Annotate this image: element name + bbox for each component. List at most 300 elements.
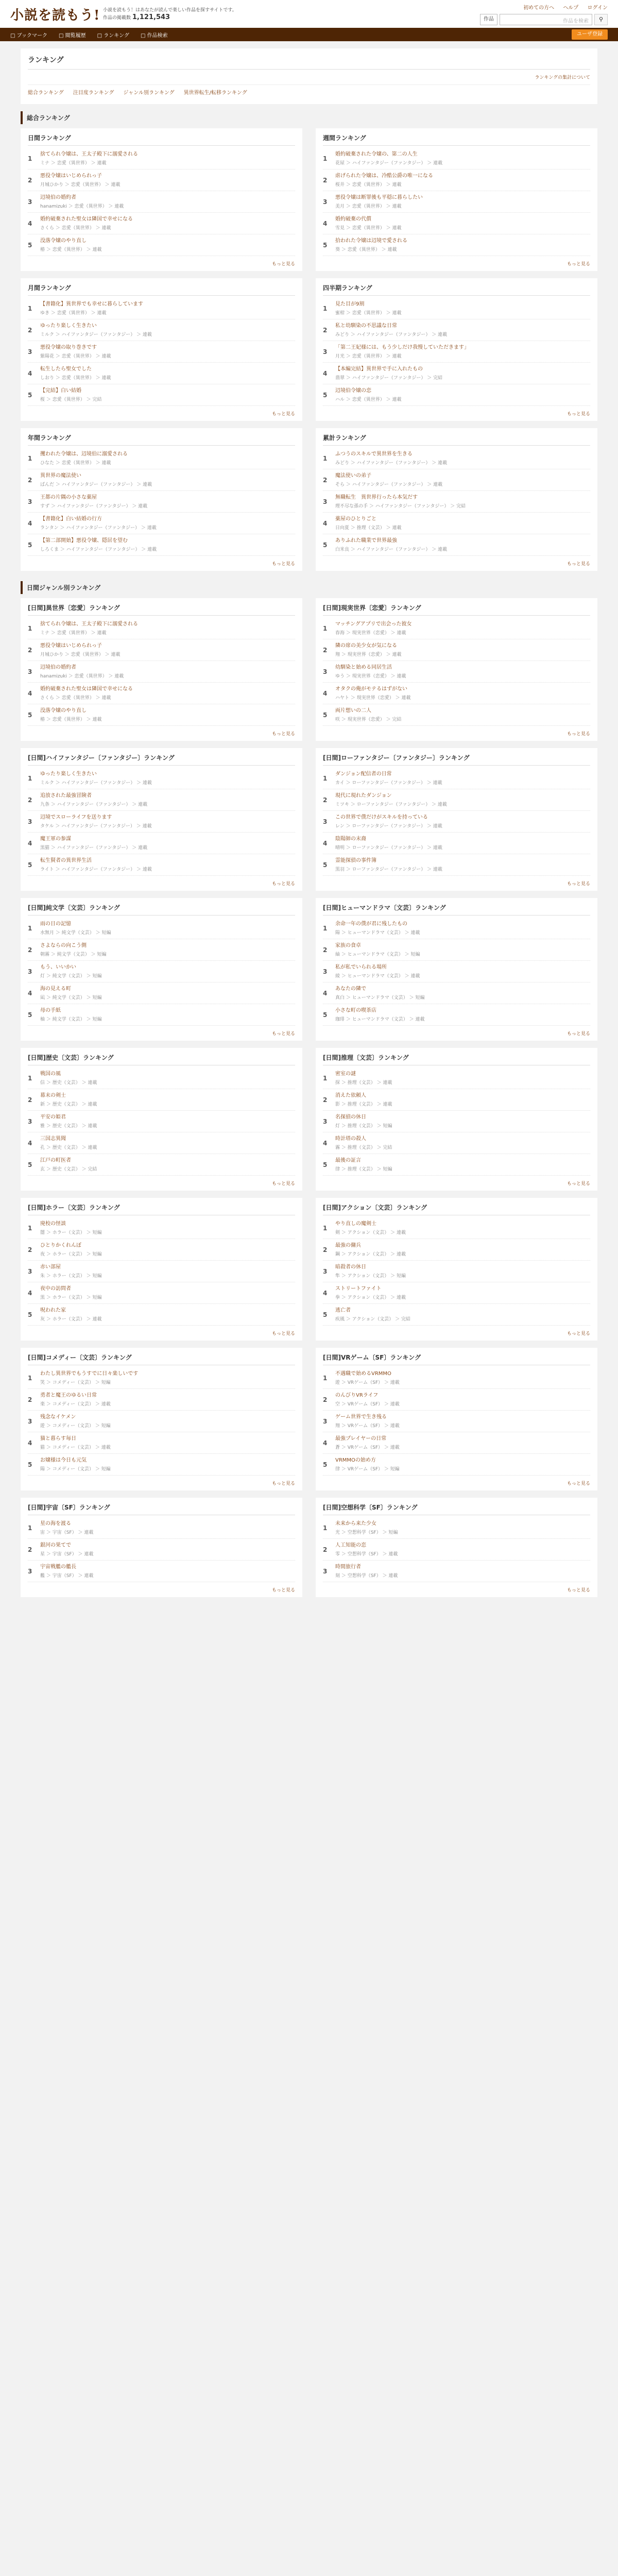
novel-title-link[interactable]: 悪役令嬢はいじめられっ子: [40, 643, 102, 649]
item-text: [40, 344, 295, 359]
novel-title-link[interactable]: ふつうのスキルで異世界を生きる: [335, 451, 413, 457]
rank-number: 2: [323, 646, 328, 654]
item-text: [40, 686, 295, 701]
novel-title-link[interactable]: マッチングアプリで出会った彼女: [335, 621, 412, 627]
novel-title-link[interactable]: 霊能探偵の事件簿: [335, 858, 376, 863]
list-item: [28, 811, 295, 833]
item-text: [40, 1092, 295, 1107]
novel-author-info: 黒 ＞ ホラー（文芸） ＞ 短編: [40, 1295, 102, 1300]
novel-title-link[interactable]: 転生したら聖女でした: [40, 366, 92, 372]
novel-title-link[interactable]: 最強プレイヤーの日常: [335, 1436, 387, 1442]
rank-number: 1: [323, 1374, 328, 1382]
novel-title-link[interactable]: ゆったり楽しく生きたい: [40, 323, 97, 329]
ranking-box: [21, 1048, 302, 1191]
ranking-box: [316, 1498, 597, 1597]
header-right: [480, 3, 608, 25]
nav-bookmark[interactable]: □ ブックマーク: [10, 32, 47, 39]
novel-author-info: 月光 ＞ 恋愛（異世界） ＞ 連載: [335, 354, 402, 359]
novel-title-link[interactable]: 最後の証言: [335, 1158, 361, 1163]
item-text: [335, 1307, 590, 1322]
item-text: [335, 238, 590, 252]
ranking-box: [316, 1198, 597, 1341]
list-item: [28, 319, 295, 341]
novel-author-info: 霧 ＞ 推理（文芸） ＞ 完結: [335, 1145, 392, 1150]
list-item: [323, 1067, 590, 1089]
novel-title-link[interactable]: この世界で僕だけがスキルを持っている: [335, 815, 428, 820]
novel-author-info: ミナ ＞ 恋愛（異世界） ＞ 連載: [40, 631, 107, 636]
novel-title-link[interactable]: 未来から来た少女: [335, 1521, 376, 1527]
rank-number: 1: [323, 155, 328, 162]
novel-title-link[interactable]: 雨の日の記憶: [40, 921, 71, 927]
novel-title-link[interactable]: 捨てられ令嬢は、王太子殿下に溺愛される: [40, 151, 138, 157]
item-text: [40, 792, 295, 807]
novel-title-link[interactable]: 辺境伯令嬢の恋: [335, 388, 371, 394]
list-item: [28, 363, 295, 384]
rank-number: 5: [28, 1461, 32, 1468]
novel-author-info: ミルク ＞ ハイファンタジー（ファンタジー） ＞ 連載: [40, 332, 152, 337]
novel-title-link[interactable]: 悪役令嬢はいじめられっ子: [40, 173, 102, 179]
list-item: [28, 213, 295, 234]
list-item: [28, 1411, 295, 1432]
more-link[interactable]: もっと見る: [271, 1181, 295, 1187]
novel-author-info: そら ＞ ハイファンタジー（ファンタジー） ＞ 連載: [335, 482, 443, 487]
ranking-box: [21, 278, 302, 421]
tab-overall[interactable]: 総合ランキング: [28, 90, 64, 96]
rank-number: 3: [28, 968, 32, 975]
global-nav: [0, 28, 618, 41]
novel-title-link[interactable]: 没落令嬢のやり直し: [40, 238, 87, 244]
ranking-box: [21, 1498, 302, 1597]
list-item: [323, 319, 590, 341]
list-item: [28, 534, 295, 556]
novel-title-link[interactable]: 【本編完結】異世界で手に入れたもの: [335, 366, 423, 372]
novel-title-link[interactable]: 両片想いの二人: [335, 708, 371, 714]
novel-title-link[interactable]: 魔王軍の参謀: [40, 836, 71, 842]
tab-genre[interactable]: ジャンル別ランキング: [123, 90, 175, 96]
rank-number: 2: [28, 326, 32, 334]
novel-title-link[interactable]: 幼馴染と始める同居生活: [335, 665, 392, 670]
list-item: [28, 234, 295, 256]
novel-title-link[interactable]: 虐げられた令嬢は、冷酷公爵の唯一になる: [335, 173, 433, 179]
novel-title-link[interactable]: 猫と暮らす毎日: [40, 1436, 76, 1442]
more-link[interactable]: もっと見る: [271, 1331, 295, 1336]
ranking-grid: [21, 128, 597, 578]
novel-title-link[interactable]: 悪役令嬢の取り巻きです: [40, 345, 97, 350]
list-item: [28, 639, 295, 661]
ranking-box-title: [日間]推理〔文芸〕ランキング: [323, 1053, 590, 1065]
novel-author-info: 黒羽 ＞ ローファンタジー（ファンタジー） ＞ 連載: [335, 867, 442, 872]
novel-title-link[interactable]: 【書籍化】白い結婚の行方: [40, 516, 102, 522]
item-text: [40, 1307, 295, 1322]
novel-title-link[interactable]: 婚約破棄の代償: [335, 216, 371, 222]
novel-title-link[interactable]: 攫われた令嬢は、辺境伯に溺愛される: [40, 451, 128, 457]
rank-number: 5: [28, 861, 32, 869]
more-link[interactable]: もっと見る: [566, 1481, 590, 1486]
novel-title-link[interactable]: 時間旅行者: [335, 1564, 361, 1570]
novel-title-link[interactable]: 勇者と魔王のゆるい日常: [40, 1393, 97, 1398]
ranking-box-title: [日間]コメディー〔文芸〕ランキング: [28, 1353, 295, 1365]
novel-author-info: 理不尽な孫の手 ＞ ハイファンタジー（ファンタジー） ＞ 完結: [335, 504, 466, 509]
list-item: [323, 491, 590, 513]
item-text: [40, 1242, 295, 1257]
rank-number: 5: [323, 861, 328, 869]
item-text: [335, 216, 590, 231]
list-item: [323, 191, 590, 213]
item-text: [40, 1157, 295, 1172]
list-item: [323, 534, 590, 556]
item-text: [40, 537, 295, 552]
item-text: [335, 1221, 590, 1235]
novel-author-info: 珈琲 ＞ ヒューマンドラマ（文芸） ＞ 連載: [335, 1017, 425, 1022]
novel-title-link[interactable]: のんびりVRライフ: [335, 1393, 379, 1398]
item-text: [40, 986, 295, 1001]
more-link[interactable]: もっと見る: [271, 1588, 295, 1593]
novel-title-link[interactable]: 名探偵の休日: [335, 1114, 366, 1120]
site-header: [0, 0, 618, 28]
rank-number: 2: [28, 946, 32, 954]
novel-title-link[interactable]: 辺境伯の婚約者: [40, 665, 76, 670]
novel-title-link[interactable]: 夜中の訪問者: [40, 1286, 71, 1292]
novel-author-info: 真白 ＞ ヒューマンドラマ（文芸） ＞ 短編: [335, 995, 425, 1001]
more-link[interactable]: もっと見る: [271, 262, 295, 267]
more-link[interactable]: もっと見る: [271, 1481, 295, 1486]
list-item: [323, 213, 590, 234]
ranking-box-title: [日間]歴史〔文芸〕ランキング: [28, 1053, 295, 1065]
novel-title-link[interactable]: 宇宙戦艦の艦長: [40, 1564, 76, 1570]
novel-author-info: 玄 ＞ 歴史（文芸） ＞ 完結: [40, 1167, 97, 1172]
more-link[interactable]: もっと見る: [271, 732, 295, 737]
rank-number: 1: [28, 1524, 32, 1532]
rank-number: 5: [28, 711, 32, 719]
novel-title-link[interactable]: 没落令嬢のやり直し: [40, 708, 87, 714]
rank-number: 4: [323, 689, 328, 697]
novel-author-info: 朝霧 ＞ 純文学（文芸） ＞ 短編: [40, 952, 107, 957]
novel-title-link[interactable]: 捨てられ令嬢は、王太子殿下に溺愛される: [40, 621, 138, 627]
novel-title-link[interactable]: 小さな町の喫茶店: [335, 1008, 376, 1013]
list-item: [323, 1561, 590, 1582]
more-link[interactable]: もっと見る: [566, 562, 590, 567]
novel-title-link[interactable]: 私と幼馴染の不思議な日常: [335, 323, 397, 329]
novel-author-info: 朱 ＞ ホラー（文芸） ＞ 短編: [40, 1274, 102, 1279]
novel-author-info: 翔 ＞ 現実世界（恋愛） ＞ 連載: [335, 652, 402, 657]
novel-author-info: 新 ＞ 歴史（文芸） ＞ 連載: [40, 1102, 97, 1107]
ranking-box: [316, 278, 597, 421]
item-text: [335, 1264, 590, 1279]
header-link-beginner[interactable]: 初めての方へ: [523, 5, 555, 11]
rank-number: 1: [28, 454, 32, 462]
novel-author-info: 孔 ＞ 歴史（文芸） ＞ 連載: [40, 1145, 97, 1150]
list-item: [28, 661, 295, 683]
list-item: [28, 341, 295, 363]
novel-title-link[interactable]: 王都の片隅の小さな薬屋: [40, 495, 97, 500]
more-link[interactable]: もっと見る: [271, 562, 295, 567]
novel-title-link[interactable]: さよならの向こう側: [40, 943, 87, 948]
item-text: [335, 151, 590, 166]
novel-title-link[interactable]: 呪われた家: [40, 1308, 66, 1313]
item-text: [335, 516, 590, 531]
list-item: [28, 1454, 295, 1476]
novel-title-link[interactable]: 【第二部開始】悪役令嬢、隠居を望む: [40, 538, 128, 544]
item-text: [335, 366, 590, 381]
item-text: [335, 1071, 590, 1086]
novel-title-link[interactable]: 暗殺者の休日: [335, 1264, 366, 1270]
novel-title-link[interactable]: 残念なイケメン: [40, 1414, 76, 1420]
novel-title-link[interactable]: 不遇職で始めるVRMMO: [335, 1371, 391, 1377]
novel-title-link[interactable]: 人工知能の恋: [335, 1543, 366, 1548]
list-item: [28, 982, 295, 1004]
ranking-box-title: 月間ランキング: [28, 283, 295, 296]
novel-title-link[interactable]: ひとりかくれんぼ: [40, 1243, 81, 1248]
ranking-box-title: [日間]空想科学〔SF〕ランキング: [323, 1503, 590, 1515]
novel-title-link[interactable]: 私が私でいられる場所: [335, 964, 387, 970]
novel-title-link[interactable]: 密室の謎: [335, 1071, 356, 1077]
more-link[interactable]: もっと見る: [271, 1031, 295, 1037]
list-item: [28, 148, 295, 170]
novel-title-link[interactable]: 薬屋のひとりごと: [335, 516, 376, 522]
novel-title-link[interactable]: 隣の席の美少女が気になる: [335, 643, 397, 649]
item-text: [335, 986, 590, 1001]
item-text: [40, 1564, 295, 1579]
item-text: [335, 537, 590, 552]
novel-title-link[interactable]: 辺境でスローライフを送ります: [40, 815, 112, 820]
novel-title-link[interactable]: 家族の食卓: [335, 943, 361, 948]
novel-title-link[interactable]: 最強の傭兵: [335, 1243, 361, 1248]
novel-title-link[interactable]: 江戸の町医者: [40, 1158, 71, 1163]
novel-title-link[interactable]: 母の手紙: [40, 1008, 61, 1013]
search-input[interactable]: 作品を検索: [500, 14, 592, 25]
item-text: [335, 173, 590, 188]
ranking-box-title: 累計ランキング: [323, 433, 590, 446]
rank-number: 2: [28, 1096, 32, 1104]
list-item: [28, 704, 295, 726]
item-text: [335, 451, 590, 466]
novel-title-link[interactable]: 逃亡者: [335, 1308, 351, 1313]
item-text: [335, 1435, 590, 1450]
header-link-help[interactable]: ヘルプ: [563, 5, 579, 11]
rank-number: 4: [323, 369, 328, 377]
ranking-sections: [21, 111, 597, 1604]
main-content: [21, 41, 597, 1615]
more-link[interactable]: もっと見る: [566, 1588, 590, 1593]
novel-title-link[interactable]: 悪役令嬢は断罪後も平穏に暮らしたい: [335, 195, 423, 200]
ranking-box-title: [日間]現実世界〔恋愛〕ランキング: [323, 603, 590, 616]
item-text: [335, 642, 590, 657]
novel-author-info: レン ＞ ローファンタジー（ファンタジー） ＞ 連載: [335, 824, 442, 829]
list-item: [323, 1389, 590, 1411]
rank-number: 3: [28, 1267, 32, 1275]
novel-title-link[interactable]: 婚約破棄された聖女は隣国で幸せになる: [40, 216, 133, 222]
list-item: [28, 1004, 295, 1026]
novel-title-link[interactable]: 平安の姫君: [40, 1114, 66, 1120]
novel-title-link[interactable]: 見た目が9割: [335, 301, 365, 307]
more-link[interactable]: もっと見る: [566, 1031, 590, 1037]
novel-author-info: 翔 ＞ VRゲーム（SF） ＞ 連載: [335, 1423, 400, 1429]
novel-title-link[interactable]: あなたの隣で: [335, 986, 366, 992]
novel-title-link[interactable]: 海の見える町: [40, 986, 71, 992]
novel-author-info: さくら ＞ 恋愛（異世界） ＞ 連載: [40, 226, 111, 231]
rank-number: 3: [28, 1117, 32, 1125]
list-item: [323, 1517, 590, 1539]
rank-number: 3: [28, 668, 32, 675]
novel-title-link[interactable]: オタクの俺がモテるはずがない: [335, 686, 407, 692]
site-logo[interactable]: 小説を読もう!: [10, 7, 100, 23]
search-button[interactable]: [594, 14, 608, 25]
novel-title-link[interactable]: ゲーム世界で生き残る: [335, 1414, 387, 1420]
novel-title-link[interactable]: 陰陽師の末裔: [335, 836, 366, 842]
novel-title-link[interactable]: 余命一年の僕が君に残したもの: [335, 921, 407, 927]
novel-title-link[interactable]: 【完結】白い結婚: [40, 388, 81, 394]
novel-title-link[interactable]: 三国志異聞: [40, 1136, 66, 1142]
tagline-label: 作品の掲載数: [103, 15, 131, 21]
user-register-button[interactable]: ユーザ登録: [572, 29, 608, 40]
novel-title-link[interactable]: 追放された最強冒険者: [40, 793, 92, 799]
ranking-box-title: 週間ランキング: [323, 133, 590, 146]
novel-title-link[interactable]: 赤い部屋: [40, 1264, 61, 1270]
novel-title-link[interactable]: ゆったり楽しく生きたい: [40, 771, 97, 777]
novel-title-link[interactable]: 辺境伯の婚約者: [40, 195, 76, 200]
novel-author-info: ひなた ＞ 恋愛（異世界） ＞ 連載: [40, 461, 111, 466]
novel-author-info: 闇 ＞ ホラー（文芸） ＞ 短編: [40, 1230, 102, 1235]
novel-title-link[interactable]: 銀河の果てで: [40, 1543, 71, 1548]
item-text: [335, 621, 590, 636]
novel-author-info: 灰 ＞ ホラー（文芸） ＞ 連載: [40, 1317, 102, 1322]
header-link-login[interactable]: ログイン: [587, 5, 608, 11]
novel-title-link[interactable]: 婚約破棄された令嬢の、第二の人生: [335, 151, 418, 157]
novel-title-link[interactable]: 異世界の魔法使い: [40, 473, 81, 479]
novel-author-info: 椿 ＞ 恋愛（異世界） ＞ 連載: [40, 247, 102, 252]
ranking-grid: [21, 598, 597, 1604]
novel-title-link[interactable]: 消えた依頼人: [335, 1093, 366, 1098]
rank-number: 4: [323, 989, 328, 997]
rank-number: 4: [28, 519, 32, 527]
ranking-box-title: [日間]アクション〔文芸〕ランキング: [323, 1203, 590, 1215]
list-item: [28, 1389, 295, 1411]
list-item: [323, 854, 590, 876]
item-text: [40, 1414, 295, 1429]
more-link[interactable]: もっと見る: [566, 412, 590, 417]
item-text: [40, 707, 295, 722]
novel-author-info: 灯 ＞ 推理（文芸） ＞ 短編: [335, 1124, 392, 1129]
novel-author-info: 拳 ＞ アクション（文芸） ＞ 連載: [335, 1295, 406, 1300]
list-item: [28, 1067, 295, 1089]
ranking-box-title: [日間]ホラー〔文芸〕ランキング: [28, 1203, 295, 1215]
ranking-box-title: 日間ランキング: [28, 133, 295, 146]
novel-title-link[interactable]: ありふれた職業で世界最強: [335, 538, 397, 544]
novel-title-link[interactable]: やり直しの魔剣士: [335, 1221, 376, 1227]
item-text: [335, 1136, 590, 1150]
novel-author-info: 光 ＞ 空想科学（SF） ＞ 短編: [335, 1530, 398, 1535]
item-text: [40, 323, 295, 337]
item-text: [335, 1370, 590, 1385]
novel-title-link[interactable]: 現代に現れたダンジョン: [335, 793, 392, 799]
more-link[interactable]: もっと見る: [566, 262, 590, 267]
novel-title-link[interactable]: ダンジョン配信者の日常: [335, 771, 392, 777]
nav-history[interactable]: □ 閲覧履歴: [58, 32, 86, 39]
novel-author-info: 夜 ＞ ホラー（文芸） ＞ 短編: [40, 1252, 102, 1257]
ranking-box: [316, 1348, 597, 1490]
list-item: [323, 298, 590, 319]
rank-number: 1: [28, 1074, 32, 1082]
list-item: [28, 1432, 295, 1454]
novel-title-link[interactable]: 廃校の怪談: [40, 1221, 66, 1227]
rank-number: 4: [323, 519, 328, 527]
novel-author-info: さくら ＞ 恋愛（異世界） ＞ 連載: [40, 696, 111, 701]
rank-number: 3: [323, 1267, 328, 1275]
novel-author-info: ハル ＞ 恋愛（異世界） ＞ 連載: [335, 397, 402, 402]
rank-number: 1: [323, 1074, 328, 1082]
list-item: [323, 341, 590, 363]
novel-title-link[interactable]: 魔法使いの弟子: [335, 473, 371, 479]
novel-title-link[interactable]: 転生賢者の異世界生活: [40, 858, 92, 863]
list-item: [323, 1239, 590, 1261]
nav-ranking[interactable]: □ ランキング: [97, 32, 129, 39]
novel-title-link[interactable]: 幕末の剣士: [40, 1093, 66, 1098]
rank-number: 3: [28, 1567, 32, 1575]
more-link[interactable]: もっと見る: [271, 412, 295, 417]
about-ranking-link[interactable]: ランキングの集計について: [535, 75, 590, 80]
list-item: [28, 1132, 295, 1154]
more-link[interactable]: もっと見る: [566, 1181, 590, 1187]
more-link[interactable]: もっと見る: [566, 882, 590, 887]
more-link[interactable]: もっと見る: [271, 882, 295, 887]
novel-title-link[interactable]: 「第二王妃様には、もう少しだけ我慢していただきます」: [335, 345, 469, 350]
more-link[interactable]: もっと見る: [566, 1331, 590, 1336]
rank-number: 5: [323, 241, 328, 249]
novel-title-link[interactable]: ストリートファイト: [335, 1286, 382, 1292]
item-text: [335, 1157, 590, 1172]
item-text: [40, 151, 295, 166]
search-type-select[interactable]: 作品: [480, 14, 497, 25]
novel-title-link[interactable]: わたし異世界でもうすでに日々楽しいです: [40, 1371, 139, 1377]
novel-title-link[interactable]: 婚約破棄された聖女は隣国で幸せになる: [40, 686, 133, 692]
novel-title-link[interactable]: 時計塔の殺人: [335, 1136, 366, 1142]
novel-author-info: 遊 ＞ VRゲーム（SF） ＞ 連載: [335, 1380, 400, 1385]
ranking-box-title: [日間]異世界〔恋愛〕ランキング: [28, 603, 295, 616]
list-item: [323, 704, 590, 726]
item-text: [335, 194, 590, 209]
novel-author-info: 雅 ＞ 歴史（文芸） ＞ 連載: [40, 1124, 97, 1129]
novel-author-info: 葵 ＞ 恋愛（異世界） ＞ 連載: [335, 247, 397, 252]
more-link[interactable]: もっと見る: [566, 732, 590, 737]
item-text: [40, 1114, 295, 1129]
tab-attention[interactable]: 注目度ランキング: [73, 90, 114, 96]
novel-title-link[interactable]: 拾われた令嬢は辺境で愛される: [335, 238, 407, 244]
novel-author-info: ランタン ＞ ハイファンタジー（ファンタジー） ＞ 連載: [40, 526, 157, 531]
rank-number: 1: [28, 924, 32, 932]
novel-author-info: 陽 ＞ ヒューマンドラマ（文芸） ＞ 連載: [335, 930, 420, 936]
nav-search[interactable]: □ 作品検索: [140, 32, 168, 39]
novel-title-link[interactable]: お嬢様は今日も元気: [40, 1458, 87, 1463]
novel-title-link[interactable]: VRMMOの始め方: [335, 1458, 376, 1463]
list-item: [28, 1217, 295, 1239]
novel-title-link[interactable]: 星の海を渡る: [40, 1521, 71, 1527]
novel-title-link[interactable]: もう、いいかい: [40, 964, 76, 970]
novel-title-link[interactable]: 【書籍化】異世界でも幸せに暮らしています: [40, 301, 143, 307]
tab-isekai[interactable]: 異世界転生/転移ランキング: [183, 90, 247, 96]
rank-number: 1: [323, 1224, 328, 1232]
list-item: [28, 939, 295, 961]
novel-author-info: 楽 ＞ コメディー（文芸） ＞ 連載: [40, 1402, 111, 1407]
novel-title-link[interactable]: 戦国の風: [40, 1071, 61, 1077]
novel-author-info: 零 ＞ 空想科学（SF） ＞ 連載: [335, 1552, 398, 1557]
list-item: [323, 1432, 590, 1454]
rank-number: 3: [28, 348, 32, 355]
item-text: [335, 942, 590, 957]
novel-author-info: ミナ ＞ 恋愛（異世界） ＞ 連載: [40, 161, 107, 166]
novel-title-link[interactable]: 無職転生 異世界行ったら本気だす: [335, 495, 418, 500]
item-text: [335, 814, 590, 829]
rank-number: 2: [28, 1246, 32, 1253]
